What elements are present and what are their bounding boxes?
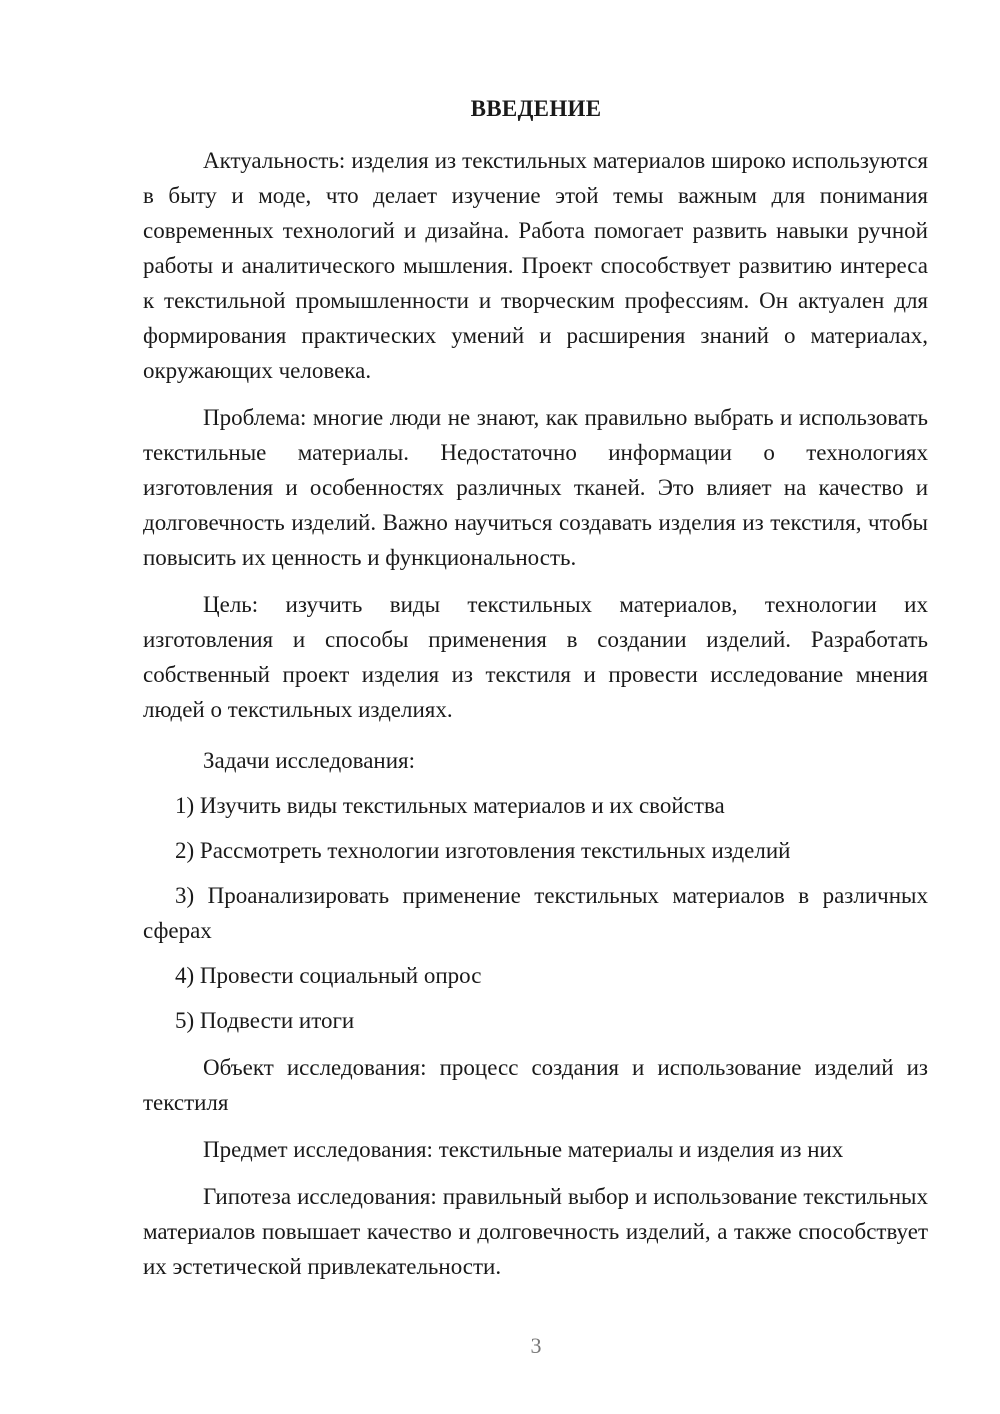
goal-paragraph: Цель: изучить виды текстильных материалов, технологии их изготовления и способы применения в создании изделий. Разработать собственный проект изделия из текстиля и провести исследование мнения людей о текстильных изделиях.: [143, 592, 928, 722]
task-item: 2) Рассмотреть технологии изготовления текстильных изделий: [175, 838, 791, 863]
task-item: 3) Проанализировать применение текстильных материалов в различных сферах: [143, 883, 928, 943]
relevance-paragraph: Актуальность: изделия из текстильных материалов широко используются в быту и моде, что делает изучение этой темы важным для понимания современных технологий и дизайна. Работа помогает развить навыки ручной работы и аналитического мышления. Проект способствует развитию интереса к текстильной промышленности и творческим профессиям. Он актуален для формирования практических умений и расширения знаний о материалах, окружающих человека.: [143, 148, 928, 383]
tasks-heading: Задачи исследования:: [203, 748, 416, 773]
task-item: 5) Подвести итоги: [175, 1008, 355, 1033]
hypothesis-paragraph: Гипотеза исследования: правильный выбор и использование текстильных материалов повышает качество и долговечность изделий, а также способствует их эстетической привлекательности.: [143, 1184, 928, 1279]
document-body: [143, 143, 928, 1296]
task-item: 4) Провести социальный опрос: [175, 963, 482, 988]
object-paragraph: Объект исследования: процесс создания и использование изделий из текстиля: [143, 1055, 928, 1115]
problem-paragraph: Проблема: многие люди не знают, как правильно выбрать и использовать текстильные материалы. Недостаточно информации о технологиях изготовления и особенностях различных тканей. Это влияет на качество и долговечность изделий. Важно научиться создавать изделия из текстиля, чтобы повысить их ценность и функциональность.: [143, 405, 928, 570]
subject-paragraph: Предмет исследования: текстильные материалы и изделия из них: [203, 1137, 844, 1162]
task-item: 1) Изучить виды текстильных материалов и их свойства: [175, 793, 725, 818]
page-number: 3: [530, 1333, 542, 1358]
page-title: ВВЕДЕНИЕ: [470, 96, 602, 121]
